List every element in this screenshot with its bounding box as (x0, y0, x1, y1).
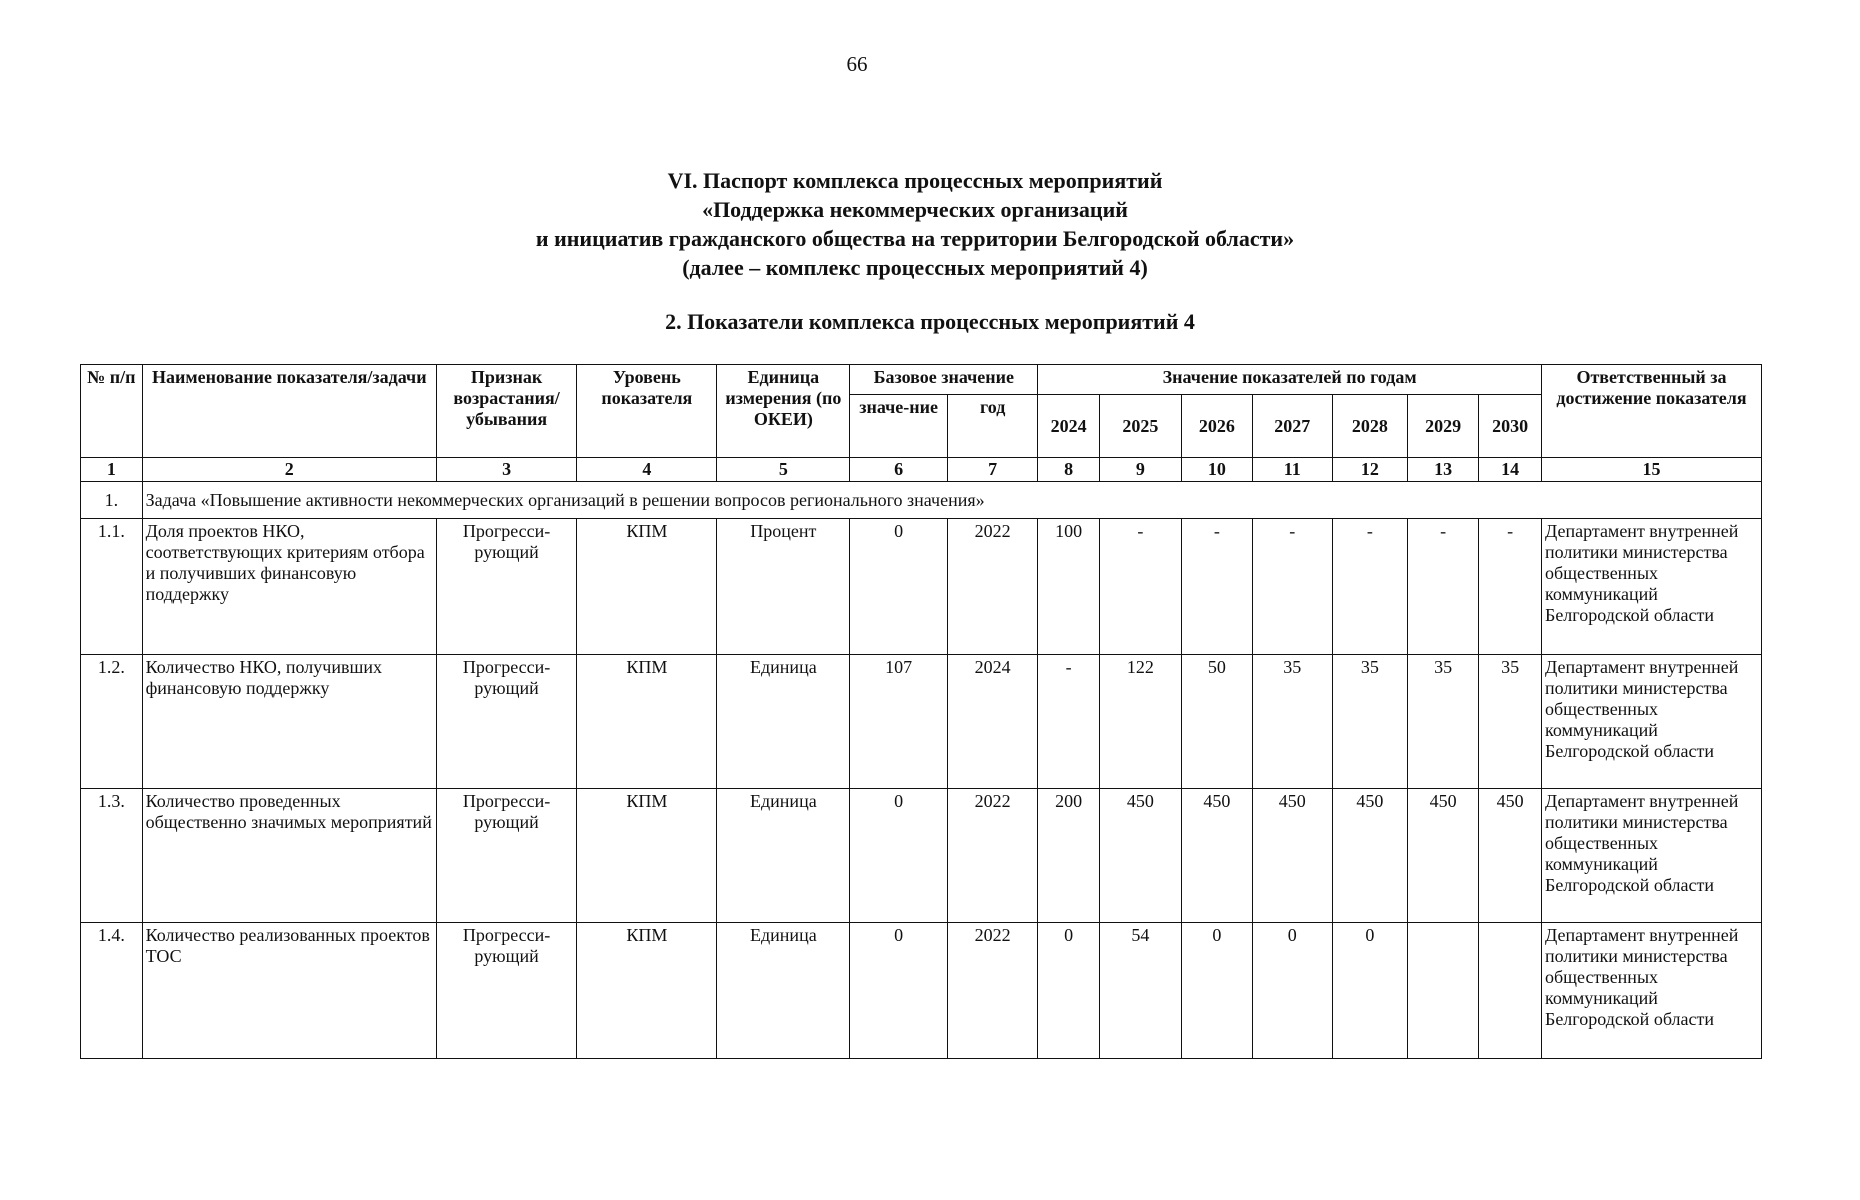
task-number: 1. (81, 482, 143, 519)
row-base-year: 2022 (948, 519, 1038, 655)
row-trend: Прогресси-рующий (436, 923, 576, 1059)
row-value-2029: 35 (1408, 655, 1479, 789)
column-number: 11 (1252, 458, 1332, 482)
table-row (81, 789, 1762, 923)
page-number: 66 (846, 52, 868, 76)
header-year-2026: 2026 (1181, 395, 1252, 458)
page-title (0, 166, 1830, 282)
row-responsible: Департамент внутренней политики министерства общественных коммуникаций Белгородской области (1541, 923, 1761, 1059)
row-base-value: 107 (850, 655, 948, 789)
header-base-value: значе-ние (850, 395, 948, 458)
column-number: 3 (436, 458, 576, 482)
row-value-2028: - (1332, 519, 1407, 655)
row-value-2026: 450 (1181, 789, 1252, 923)
table-row (81, 923, 1762, 1059)
row-value-2027: - (1252, 519, 1332, 655)
row-value-2026: 50 (1181, 655, 1252, 789)
row-indicator-name: Количество реализованных проектов ТОС (142, 923, 436, 1059)
row-responsible: Департамент внутренней политики министерства общественных коммуникаций Белгородской области (1541, 789, 1761, 923)
row-value-2028: 35 (1332, 655, 1407, 789)
title-line-4: (далее – комплекс процессных мероприятий 4) (682, 255, 1148, 280)
row-number: 1.3. (81, 789, 143, 923)
column-number: 15 (1541, 458, 1761, 482)
row-value-2029: 450 (1408, 789, 1479, 923)
row-value-2030 (1479, 923, 1542, 1059)
row-value-2025: 450 (1099, 789, 1181, 923)
row-trend: Прогресси-рующий (436, 519, 576, 655)
column-number: 9 (1099, 458, 1181, 482)
column-number: 1 (81, 458, 143, 482)
row-value-2027: 0 (1252, 923, 1332, 1059)
header-base-year: год (948, 395, 1038, 458)
row-value-2030: 35 (1479, 655, 1542, 789)
row-number: 1.1. (81, 519, 143, 655)
column-number: 10 (1181, 458, 1252, 482)
row-value-2028: 450 (1332, 789, 1407, 923)
row-unit: Единица (717, 655, 850, 789)
header-year-2029: 2029 (1408, 395, 1479, 458)
row-level: КПМ (577, 519, 717, 655)
title-line-1: VI. Паспорт комплекса процессных мероприятий (667, 168, 1163, 193)
column-number: 13 (1408, 458, 1479, 482)
row-value-2026: 0 (1181, 923, 1252, 1059)
row-value-2027: 35 (1252, 655, 1332, 789)
row-base-value: 0 (850, 923, 948, 1059)
row-number: 1.4. (81, 923, 143, 1059)
header-trend: Признак возрастания/ убывания (436, 365, 576, 458)
row-responsible: Департамент внутренней политики министерства общественных коммуникаций Белгородской области (1541, 655, 1761, 789)
row-base-value: 0 (850, 789, 948, 923)
header-name: Наименование показателя/задачи (142, 365, 436, 458)
row-base-value: 0 (850, 519, 948, 655)
row-value-2030: 450 (1479, 789, 1542, 923)
row-level: КПМ (577, 789, 717, 923)
row-indicator-name: Доля проектов НКО, соответствующих критериям отбора и получивших финансовую поддержку (142, 519, 436, 655)
row-value-2025: 122 (1099, 655, 1181, 789)
header-year-2024: 2024 (1038, 395, 1100, 458)
column-number: 2 (142, 458, 436, 482)
row-unit: Единица (717, 923, 850, 1059)
header-responsible: Ответственный за достижение показателя (1541, 365, 1761, 458)
row-level: КПМ (577, 655, 717, 789)
header-year-2030: 2030 (1479, 395, 1542, 458)
row-value-2029: - (1408, 519, 1479, 655)
header-year-2025: 2025 (1099, 395, 1181, 458)
row-base-year: 2022 (948, 923, 1038, 1059)
row-value-2026: - (1181, 519, 1252, 655)
row-trend: Прогресси-рующий (436, 789, 576, 923)
column-number: 12 (1332, 458, 1407, 482)
indicators-table (80, 364, 1762, 1059)
table-caption: 2. Показатели комплекса процессных мероприятий 4 (665, 309, 1195, 334)
row-indicator-name: Количество проведенных общественно значимых мероприятий (142, 789, 436, 923)
title-line-3: и инициатив гражданского общества на территории Белгородской области» (535, 226, 1295, 251)
title-line-2: «Поддержка некоммерческих организаций (702, 197, 1128, 222)
column-number: 7 (948, 458, 1038, 482)
row-value-2024: 100 (1038, 519, 1100, 655)
column-number-row (81, 458, 1762, 482)
row-value-2024: 0 (1038, 923, 1100, 1059)
header-unit: Единица измерения (по ОКЕИ) (717, 365, 850, 458)
column-number: 8 (1038, 458, 1100, 482)
header-row-1 (81, 365, 1762, 395)
row-trend: Прогресси-рующий (436, 655, 576, 789)
row-value-2030: - (1479, 519, 1542, 655)
column-number: 6 (850, 458, 948, 482)
row-value-2029 (1408, 923, 1479, 1059)
row-base-year: 2024 (948, 655, 1038, 789)
task-title: Задача «Повышение активности некоммерческих организаций в решении вопросов регионального значения» (142, 482, 1761, 519)
row-base-year: 2022 (948, 789, 1038, 923)
row-value-2025: - (1099, 519, 1181, 655)
row-value-2024: 200 (1038, 789, 1100, 923)
row-value-2024: - (1038, 655, 1100, 789)
header-num: № п/п (81, 365, 143, 458)
row-level: КПМ (577, 923, 717, 1059)
task-row (81, 482, 1762, 519)
column-number: 14 (1479, 458, 1542, 482)
row-value-2028: 0 (1332, 923, 1407, 1059)
column-number: 4 (577, 458, 717, 482)
column-number: 5 (717, 458, 850, 482)
row-number: 1.2. (81, 655, 143, 789)
row-unit: Единица (717, 789, 850, 923)
row-value-2025: 54 (1099, 923, 1181, 1059)
header-year-2027: 2027 (1252, 395, 1332, 458)
table-row (81, 655, 1762, 789)
row-responsible: Департамент внутренней политики министерства общественных коммуникаций Белгородской области (1541, 519, 1761, 655)
row-unit: Процент (717, 519, 850, 655)
header-years-group: Значение показателей по годам (1038, 365, 1542, 395)
header-year-2028: 2028 (1332, 395, 1407, 458)
header-level: Уровень показателя (577, 365, 717, 458)
header-base: Базовое значение (850, 365, 1038, 395)
row-indicator-name: Количество НКО, получивших финансовую поддержку (142, 655, 436, 789)
table-row (81, 519, 1762, 655)
row-value-2027: 450 (1252, 789, 1332, 923)
